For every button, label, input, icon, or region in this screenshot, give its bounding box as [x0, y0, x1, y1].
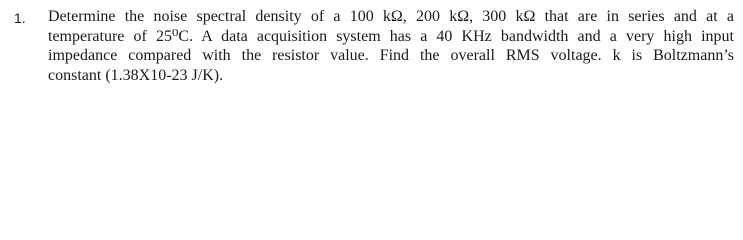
question-item: [14, 7, 734, 85]
question-line: impedance compared with the resistor value. Find the overall RMS voltage. k is Boltzmann’s: [48, 47, 734, 64]
question-text: [48, 7, 734, 85]
question-line: temperature of 25⁰C. A data acquisition system has a 40 KHz bandwidth and a very high input: [48, 27, 734, 45]
question-line: constant (1.38X10-23 J/K).: [48, 66, 224, 84]
question-line: Determine the noise spectral density of a 100 kΩ, 200 kΩ, 300 kΩ that are in series and at a: [48, 8, 734, 25]
question-number: 1.: [14, 10, 26, 26]
